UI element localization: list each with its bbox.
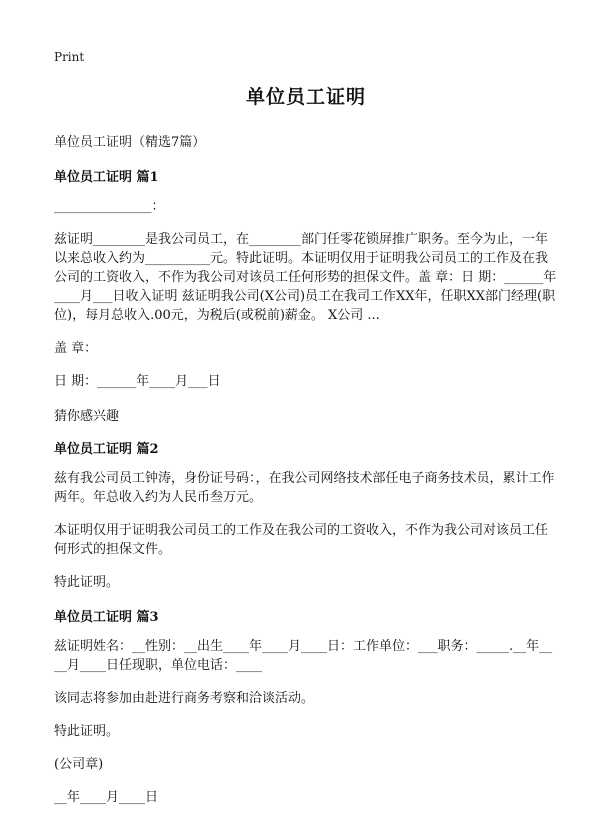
section-2-heading: 单位员工证明 篇2 xyxy=(54,442,159,457)
recommend-link[interactable]: 猜你感兴趣 xyxy=(54,409,120,424)
section-1-heading: 单位员工证明 篇1 xyxy=(54,170,159,185)
section-3 xyxy=(54,606,558,807)
section-1 xyxy=(54,166,558,391)
section-2-para-1: 兹有我公司员工钟涛，身份证号码：，在我公司网络技术部任电子商务技术员，累计工作两年。年总收入约为人民币叁万元。 xyxy=(54,471,555,505)
section-1-body: 兹证明________是我公司员工，在________部门任零花锁屏推广职务。至今为止，一年以来总收入约为__________元。特此证明。本证明仅用于证明我公司员工的工作及在我公司的工资收入，不作为我公司对该员工任何形势的担保文件。盖 章：日 期：______年____月___日收入证明 兹证明我公司(X公司)员工在我司工作XX年，任职XX部门经理(职位)，每月总收入.00元，为税后(或税前)薪金。 X公司 ... xyxy=(54,232,557,323)
section-2 xyxy=(54,438,558,592)
section-1-date: 日 期：______年____月___日 xyxy=(54,374,221,389)
section-2-para-2: 本证明仅用于证明我公司员工的工作及在我公司的工资收入，不作为我公司对该员工任何形式的担保文件。 xyxy=(54,523,549,557)
section-2-para-3: 特此证明。 xyxy=(54,575,120,590)
print-link[interactable]: Print xyxy=(54,50,85,64)
document-title: 单位员工证明 xyxy=(245,86,366,108)
section-3-para-3: 特此证明。 xyxy=(54,724,120,739)
document-subtitle: 单位员工证明（精选7篇） xyxy=(54,135,206,150)
section-3-date: __年____月____日 xyxy=(54,790,159,805)
section-3-para-1: 兹证明姓名：__性别：__出生____年____月____日：工作单位：___职务：_____.__年____月____日任现职，单位电话：____ xyxy=(54,639,553,673)
section-1-salutation: _______________： xyxy=(54,199,165,214)
section-3-para-2: 该同志将参加由赴进行商务考察和洽谈活动。 xyxy=(54,691,315,706)
section-3-heading: 单位员工证明 篇3 xyxy=(54,610,159,625)
section-1-seal: 盖 章： xyxy=(54,341,98,356)
section-3-stamp: (公司章) xyxy=(54,757,104,772)
